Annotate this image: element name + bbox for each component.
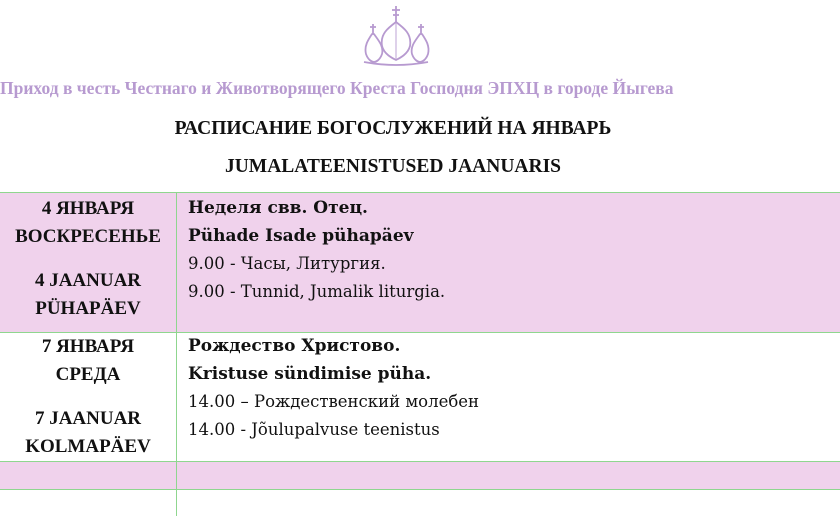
service-et: 14.00 - Jõulupalvuse teenistus	[188, 419, 440, 439]
feast-et: Kristuse sündimise püha.	[188, 363, 432, 384]
date-cell	[0, 195, 176, 322]
schedule-title-et: JUMALATEENISTUSED JAANUARIS	[224, 156, 562, 177]
weekday-ru: ВОСКРЕСЕНЬЕ	[15, 225, 161, 247]
service-et: 9.00 - Tunnid, Jumalik liturgia.	[188, 281, 446, 301]
date-cell	[0, 333, 176, 460]
schedule-table	[0, 192, 840, 516]
feast-et: Pühade Isade pühapäev	[188, 225, 414, 246]
service-cell	[188, 195, 828, 305]
service-ru: 14.00 – Рождественский молебен	[188, 392, 480, 411]
date-et: 4 JAANUAR	[34, 270, 142, 291]
service-ru: 9.00 - Часы, Литургия.	[188, 254, 386, 273]
feast-ru: Рождество Христово.	[188, 336, 401, 356]
schedule-title-ru: РАСПИСАНИЕ БОГОСЛУЖЕНИЙ НА ЯНВАРЬ	[174, 118, 612, 139]
column-divider	[176, 192, 177, 516]
date-et: 7 JAANUAR	[34, 408, 142, 429]
table-row	[0, 462, 840, 489]
table-row	[0, 333, 840, 461]
table-border	[0, 192, 840, 193]
feast-ru: Неделя свв. Отец.	[188, 198, 368, 218]
service-cell	[188, 333, 828, 443]
table-border	[0, 489, 840, 490]
table-border	[0, 332, 840, 333]
church-domes-icon	[358, 4, 434, 66]
date-ru: 4 ЯНВАРЯ	[41, 198, 135, 219]
weekday-ru: СРЕДА	[55, 363, 121, 385]
table-row	[0, 193, 840, 332]
date-ru: 7 ЯНВАРЯ	[41, 336, 135, 357]
table-border	[0, 461, 840, 462]
parish-name: Приход в честь Честнаго и Животворящего Креста Господня ЭПХЦ в городе Йыгева	[0, 78, 674, 98]
weekday-et: PÜHAPÄEV	[35, 297, 141, 319]
weekday-et: KOLMAPÄEV	[25, 435, 151, 457]
